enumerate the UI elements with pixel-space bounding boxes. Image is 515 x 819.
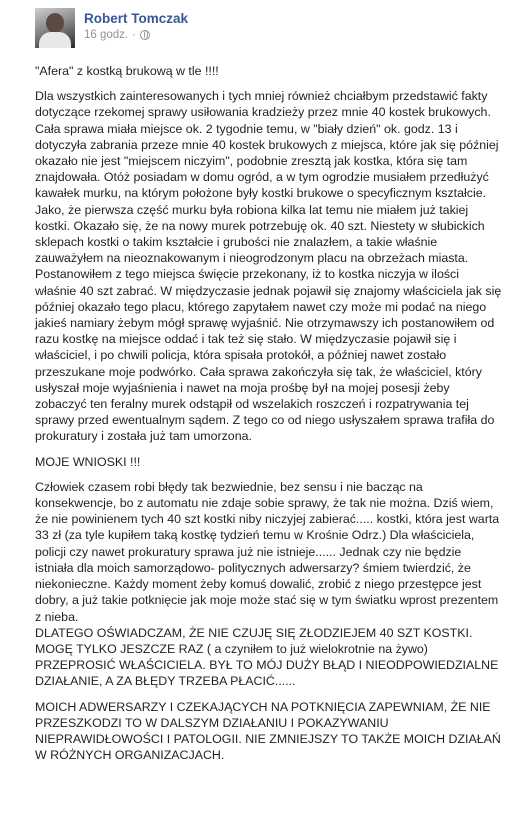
post-content <box>35 63 503 763</box>
post-paragraph-1: Dla wszystkich zainteresowanych i tych mniej również chciałbym przedstawić fakty dotyczące rzekomej sprawy usiłowania kradzieży przez mnie 40 kostek brukowych. Cała sprawa miała miejsce ok. 2 tygodnie temu, w "biały dzień" ok. godz. 13 i dotyczyła zabrania przeze mnie 40 kostek brukowych z miejsca, które jak się później okazało nie jest "miejscem niczyim", podobnie zresztą jak kostka, która się tam znajdowała. Otóż posiadam w domu ogród, a w tym ogrodzie musiałem przedłużyć kawałek murku, na którym położone były kostki brukowe o specyficznym kształcie. Jako, że pierwsza część murku była robiona kilka lat temu nie miałem już takiej kostki. Okazało się, że na nowy murek potrzebuję ok. 40 szt. Niestety w słubickich sklepach kostki o takim kształcie i grubości nie znalazłem, a takie właśnie zauważyłem na nieoznakowanym i nieogrodzonym placu na obrzeżach miasta. Postanowiłem z tego miejsca święcie przekonany, iż to kostka niczyja w ilości właśnie 40 szt zabrać. W międzyczasie jednak pojawił się znajomy właściciela jak się później okazało tego placu, którego zapytałem nawet czy może mi podać na niego jakieś namiary żebym mógł sprawę wyjaśnić. Nie otrzymawszy ich postanowiłem od razu kostkę na miejsce oddać i tak też się stało. W międzyczasie pojawił się i właściciel, i po chwili policja, która spisała protokół, a później nawet zostało przeszukane moje podwórko. Cała sprawa zakończyła się tak, że właściciel, który usłyszał moje wyjaśnienia i nawet na moja prośbę był na mojej posesji żeby zobaczyć ten feralny murek odstąpił od wszelakich roszczeń i rozpatrywania tej sprawy przed ewentualnym sądem. Z tego co od niego usłyszałem sprawa trafiła do prokuratury i została już tam umorzona. <box>35 89 502 444</box>
post-title: "Afera" z kostką brukową w tle !!!! <box>35 64 219 78</box>
post-paragraph-4: MOICH ADWERSARZY I CZEKAJĄCYCH NA POTKNIĘCIA ZAPEWNIAM, ŻE NIE PRZESZKODZI TO W DALSZYM DZIAŁANIU I POKAZYWANIU NIEPRAWIDŁOWOŚCI I PATOLOGII. NIE ZMNIEJSZY TO TAKŻE MOICH DZIAŁAŃ W RÓŻNYCH ORGANIZACJACH. <box>35 699 501 763</box>
author-name[interactable]: Robert Tomczak <box>84 11 189 26</box>
avatar-body-shape <box>39 32 71 48</box>
post-timestamp[interactable]: 16 godz. <box>84 29 129 41</box>
post-header <box>35 8 503 52</box>
globe-icon[interactable] <box>140 30 150 40</box>
post-heading-wnioski: MOJE WNIOSKI !!! <box>35 454 141 469</box>
avatar-head-shape <box>46 13 64 33</box>
post-subline <box>84 29 188 41</box>
avatar[interactable] <box>35 8 75 48</box>
post-paragraph-3: DLATEGO OŚWIADCZAM, ŻE NIE CZUJĘ SIĘ ZŁODZIEJEM 40 SZT KOSTKI. MOGĘ TYLKO JESZCZE RAZ ( a czyniłem to już wielokrotnie na żywo) PRZEPROSIĆ WŁAŚCICIELA. BYŁ TO MÓJ DUŻY BŁĄD I NIEODPOWIEDZIALNE DZIAŁANIE, A ZA BŁĘDY TRZEBA PŁACIĆ...... <box>35 625 499 689</box>
separator-dot: · <box>132 29 136 41</box>
post-paragraph-2: Człowiek czasem robi błędy tak bezwiednie, bez sensu i nie bacząc na konsekwencje, bo z automatu nie zdaje sobie sprawy, że tak nie można. Dziś wiem, że nie powinienem tych 40 szt kostki niby niczyjej zabierać..... kostki, która jest warta 33 zł (za tyle kupiłem taką kostkę tydzień temu w Krośnie Odrz.) Dla właściciela, policji czy nawet prokuratury sprawa już nie istnieje...... Jednak czy nie będzie istniała dla moich samorządowo- politycznych adwersarzy? śmiem twierdzić, że niekonieczne. Każdy moment żeby komuś dowalić, zrobić z niego przestępce jest dobry, a już takie potknięcie jak moje może stać się w tym światku wprost prezentem z nieba. <box>35 479 500 624</box>
post-meta <box>84 8 188 41</box>
